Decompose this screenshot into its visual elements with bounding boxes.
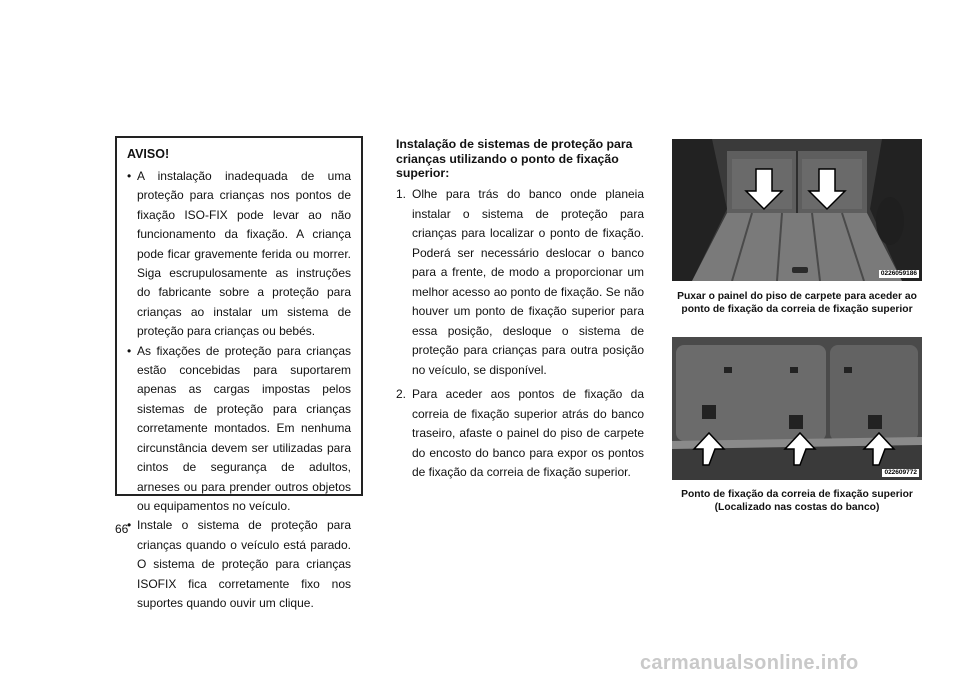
step-text: Para aceder aos pontos de fixação da correia de fixação superior atrás do banco traseiro, afaste o painel do piso de carpete do encosto do banco para expor os pontos de fixação da correia de fixação superior. — [412, 387, 644, 479]
step-text: Olhe para trás do banco onde planeia instalar o sistema de proteção para crianças para localizar o ponto de fixação. Poderá ser necessário deslocar o banco para a frente, de modo a proporcionar um melhor acesso ao ponto de fixação. Se não houver um ponto de fixação superior para essa posição, desloque o sistema de proteção para crianças para outra posição no veículo, se disponível. — [412, 187, 644, 377]
step-number: 1. — [396, 187, 407, 201]
cargo-floor-photo — [672, 139, 922, 281]
warning-item: • A instalação inadequada de uma proteção para crianças nos pontos de fixação ISO-FIX pode levar ao não funcionamento da fixação. A criança pode ficar gravemente ferida ou morrer. Siga escrupulosamente as instruções do fabricante sobre a proteção para crianças ao instalar um sistema de proteção para crianças ou bebés. — [127, 167, 351, 342]
seat-back-photo — [672, 337, 922, 480]
warning-item: • Instale o sistema de proteção para crianças quando o veículo está parado. O sistema de proteção para crianças ISOFIX fica corretamente fixo nos suportes quando ouvir um clique. — [127, 516, 351, 613]
figure-caption: Puxar o painel do piso de carpete para aceder ao ponto de fixação da correia de fixação superior — [677, 291, 917, 315]
cargo-floor-illustration — [672, 139, 922, 281]
figure-code: 0226059186 — [880, 270, 917, 277]
step-item — [396, 185, 644, 380]
page-number: 66 — [115, 522, 129, 536]
section-title: Instalação de sistemas de proteção para crianças utilizando o ponto de fixação superior: — [396, 137, 633, 180]
watermark: carmanualsonline.info — [640, 652, 859, 674]
steps-list — [396, 185, 644, 488]
step-item — [396, 385, 644, 483]
figure-code: 022609772 — [884, 469, 917, 476]
warning-title: AVISO! — [127, 147, 170, 161]
warning-list — [127, 167, 351, 613]
warning-item: • As fixações de proteção para crianças estão concebidas para suportarem apenas as cargas impostas pelos sistemas de proteção para crianças corretamente montados. Em nenhuma circunstância devem ser utilizadas para cintos de segurança de adultos, arneses ou para prender outros objetos ou equipamentos no veículo. — [127, 342, 351, 517]
seat-back-illustration — [672, 337, 922, 480]
figure-caption: Ponto de fixação da correia de fixação superior (Localizado nas costas do banco) — [681, 489, 913, 513]
step-number: 2. — [396, 387, 407, 401]
